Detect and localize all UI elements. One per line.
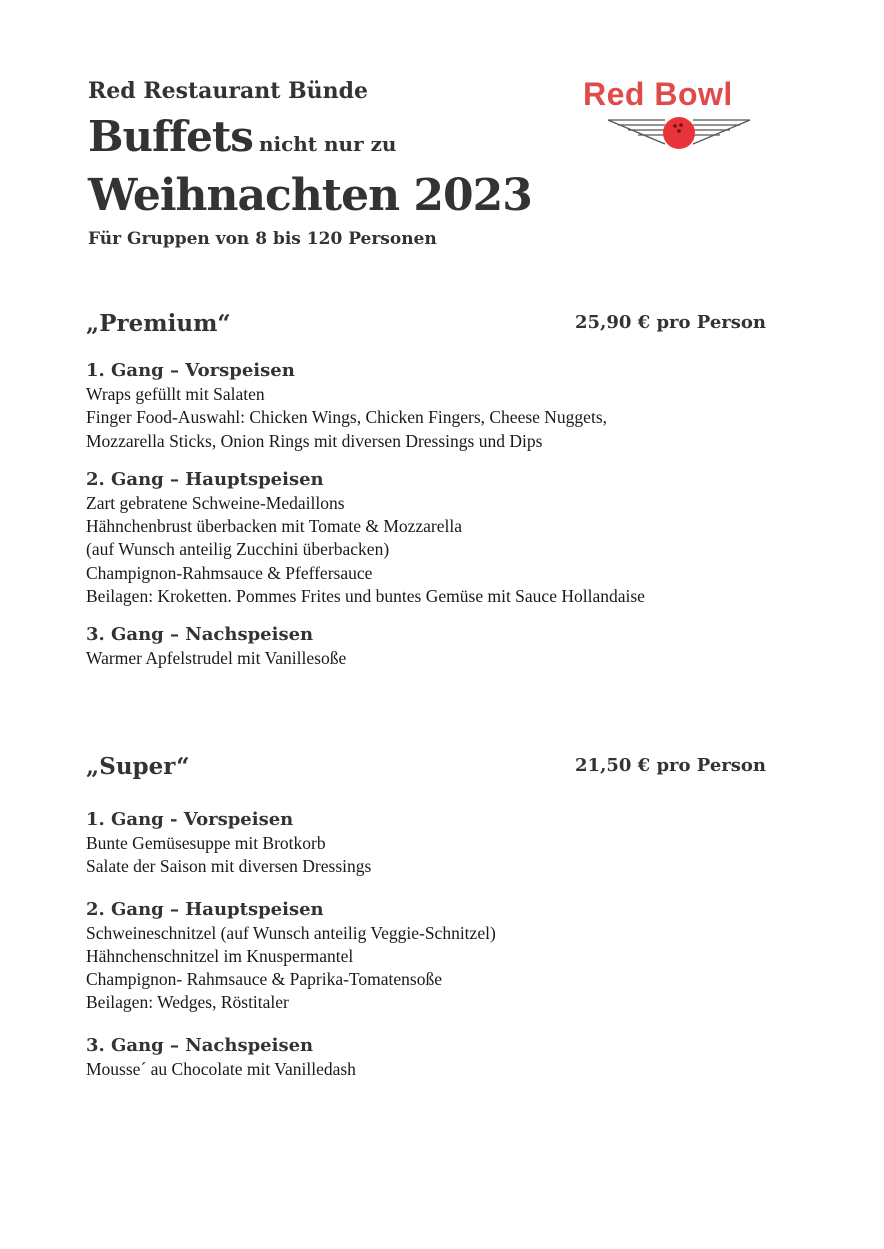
dish-line: Mousse´ au Chocolate mit Vanilledash [86, 1058, 356, 1079]
menu-price: 25,90 € pro Person [575, 312, 766, 333]
course-title: 2. Gang – Hauptspeisen [86, 468, 324, 490]
dish-line: Salate der Saison mit diversen Dressings [86, 856, 372, 877]
dish-line: Beilagen: Kroketten. Pommes Frites und buntes Gemüse mit Sauce Hollandaise [86, 586, 645, 607]
dish-line: Schweineschnitzel (auf Wunsch anteilig Veggie-Schnitzel) [86, 922, 496, 943]
dish-line: Finger Food-Auswahl: Chicken Wings, Chicken Fingers, Cheese Nuggets, [86, 407, 608, 428]
course-vorspeisen [86, 809, 786, 879]
course-nachspeisen [86, 1035, 786, 1081]
course-title: 2. Gang – Hauptspeisen [86, 898, 324, 920]
red-bowl-logo [583, 76, 783, 166]
title-line-1 [88, 112, 396, 161]
group-size-subtitle: Für Gruppen von 8 bis 120 Personen [88, 229, 437, 249]
dish-line: Wraps gefüllt mit Salaten [86, 384, 265, 404]
course-vorspeisen [86, 360, 786, 453]
title-weihnachten: Weihnachten 2023 [88, 170, 532, 221]
menu-price: 21,50 € pro Person [575, 755, 766, 776]
menu-name: „Super“ [86, 753, 190, 780]
course-title: 1. Gang – Vorspeisen [86, 360, 295, 381]
dish-line: Bunte Gemüsesuppe mit Brotkorb [86, 833, 326, 853]
bowling-ball-icon [603, 114, 753, 154]
title-buffets: Buffets [88, 112, 253, 161]
restaurant-name: Red Restaurant Bünde [88, 78, 369, 104]
menu-premium [86, 310, 786, 671]
dish-line: Warmer Apfelstrudel mit Vanillesoße [86, 648, 347, 669]
course-nachspeisen [86, 624, 786, 670]
course-title: 3. Gang – Nachspeisen [86, 1034, 314, 1056]
dish-line: Zart gebratene Schweine-Medaillons [86, 492, 345, 513]
course-hauptspeisen [86, 899, 786, 1015]
logo-text: Red Bowl [583, 76, 733, 112]
menu-name: „Premium“ [86, 310, 231, 337]
dish-line: (auf Wunsch anteilig Zucchini überbacken) [86, 539, 390, 560]
course-title: 3. Gang – Nachspeisen [86, 624, 314, 646]
dish-line: Champignon-Rahmsauce & Pfeffersauce [86, 562, 373, 583]
dish-line: Beilagen: Wedges, Röstitaler [86, 992, 289, 1013]
dish-line: Champignon- Rahmsauce & Paprika-Tomatensoße [86, 969, 442, 990]
dish-line: Hähnchenbrust überbacken mit Tomate & Mozzarella [86, 516, 463, 537]
title-nicht-nur-zu: nicht nur zu [258, 132, 397, 156]
dish-line: Mozzarella Sticks, Onion Rings mit diversen Dressings und Dips [86, 430, 543, 451]
menu-super [86, 753, 786, 1081]
course-hauptspeisen [86, 469, 786, 608]
course-title: 1. Gang - Vorspeisen [86, 809, 294, 830]
dish-line: Hähnchenschnitzel im Knuspermantel [86, 945, 354, 966]
